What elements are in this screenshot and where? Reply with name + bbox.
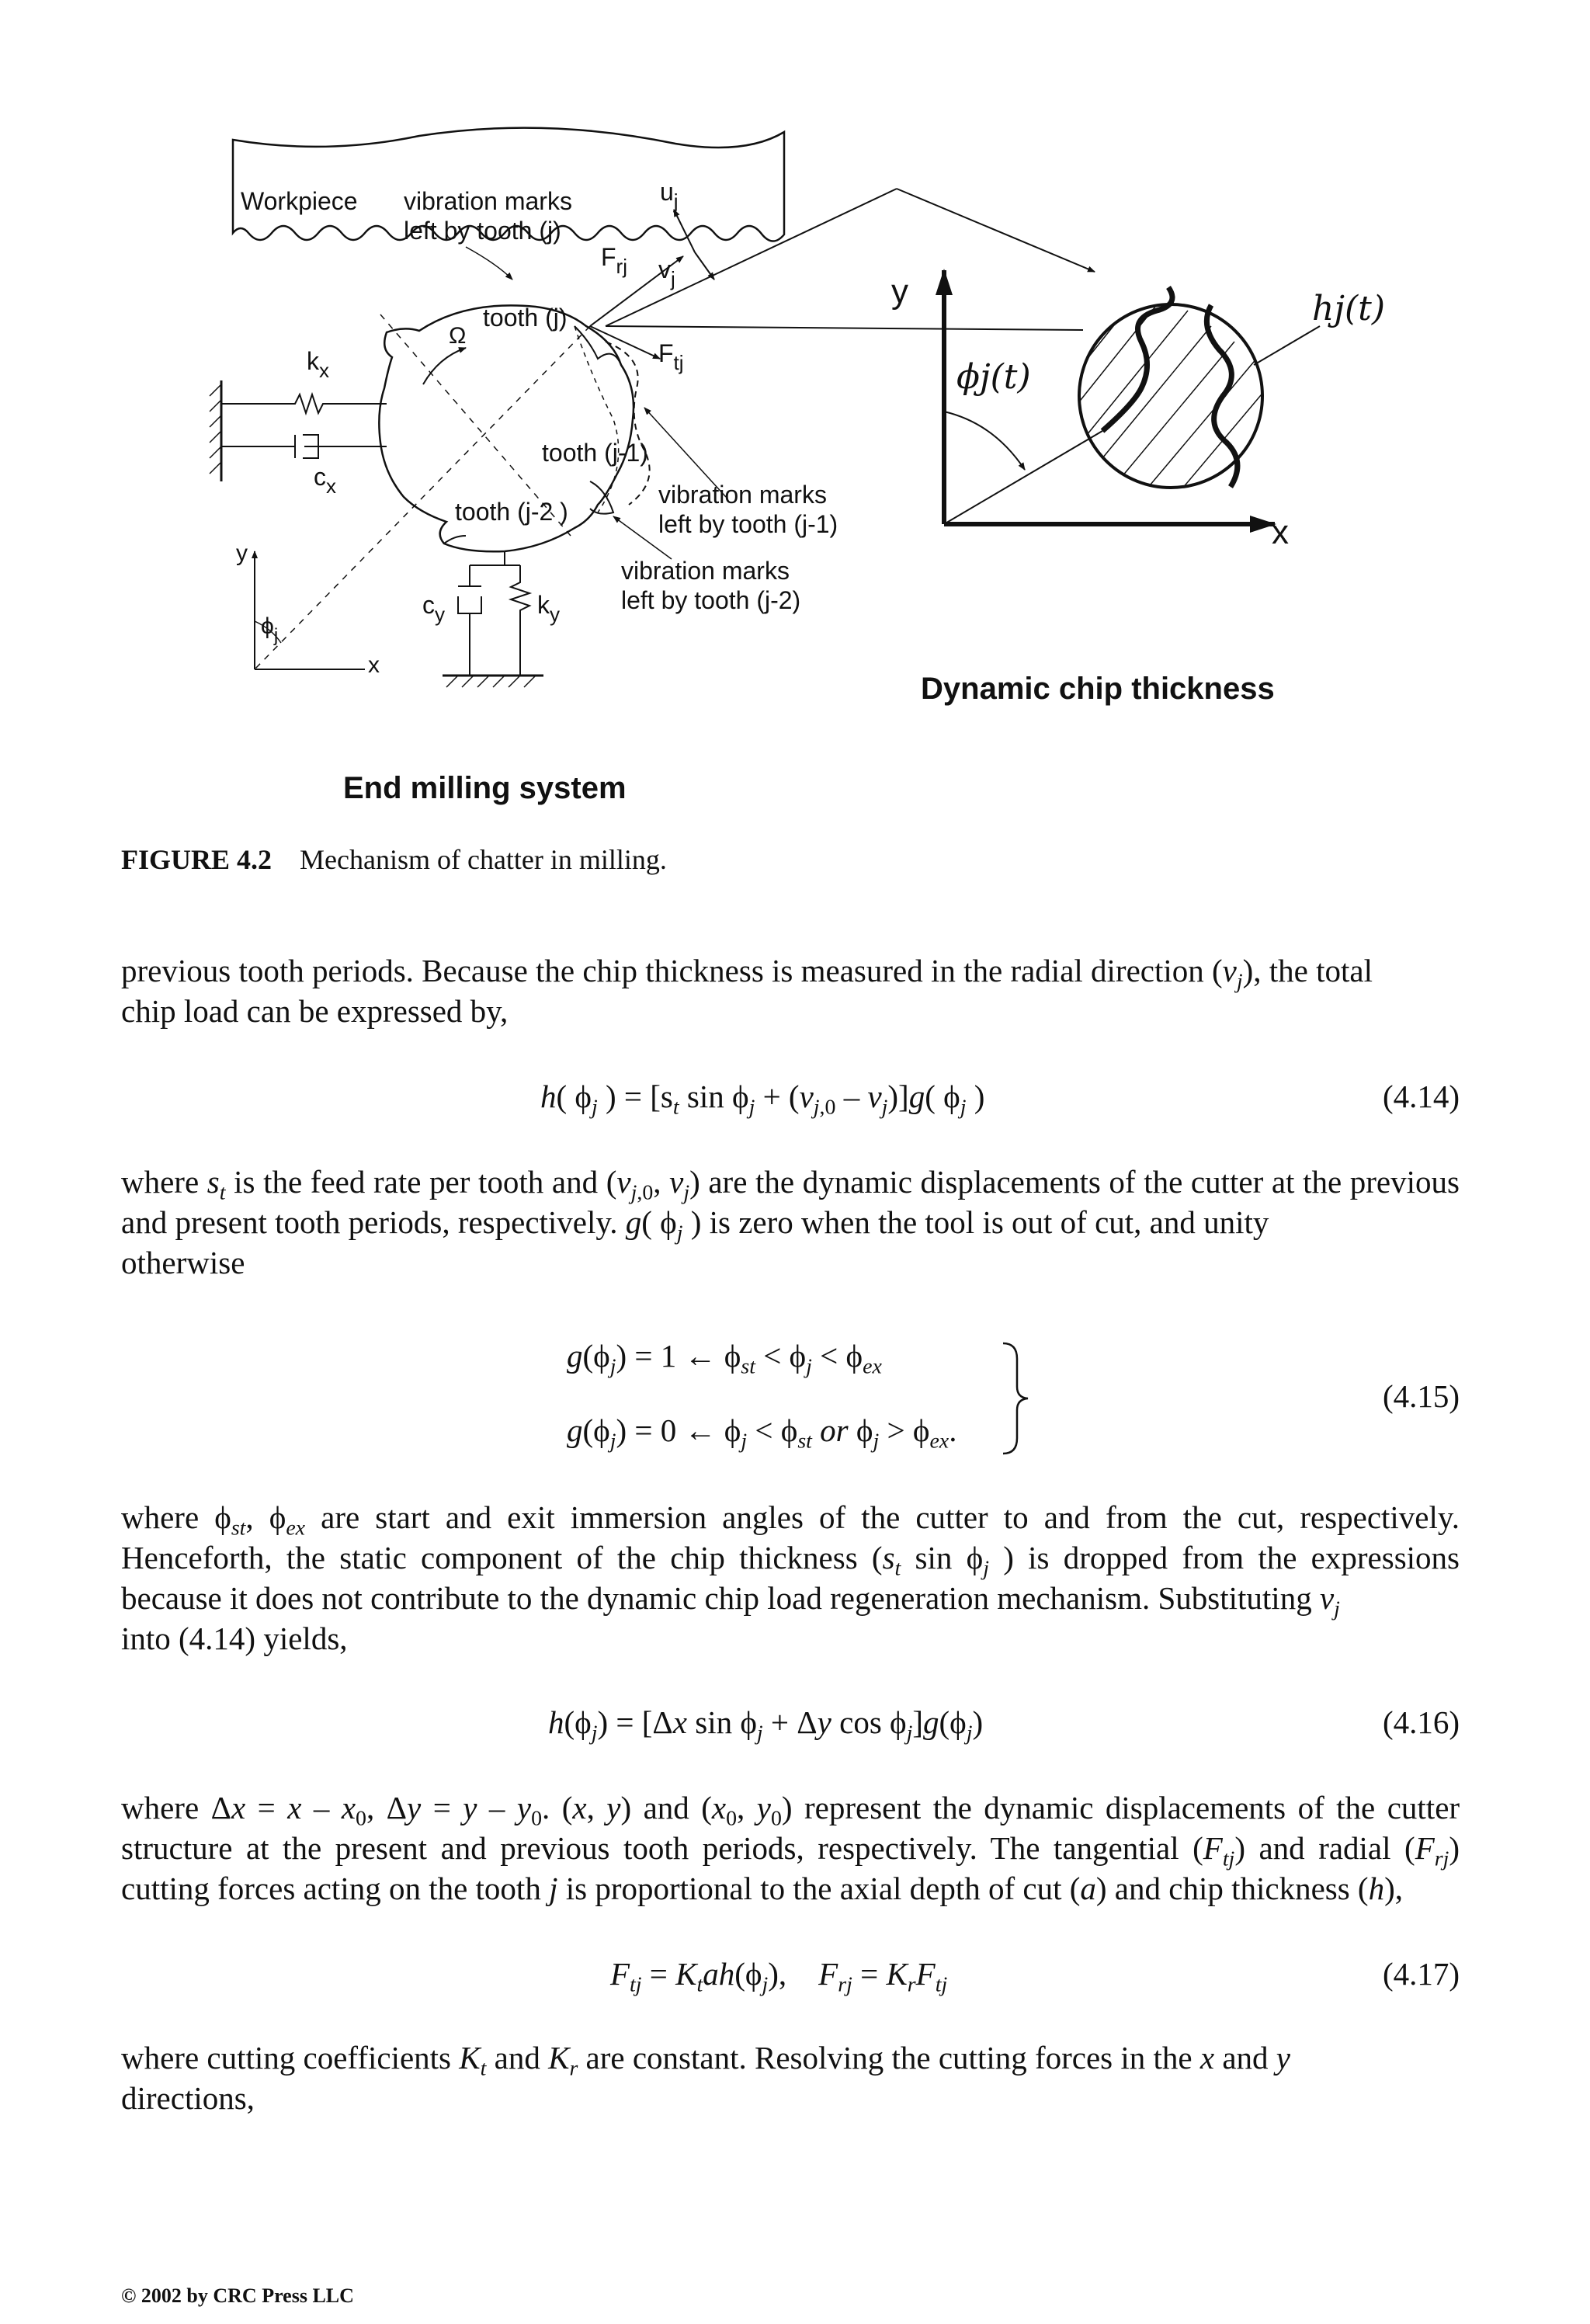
zoom-circle [1064, 287, 1273, 528]
label-tooth-j: tooth (j) [483, 304, 568, 332]
h-leader [1254, 326, 1320, 365]
label-left-x: x [368, 652, 380, 678]
caption-label: FIGURE 4.2 [121, 844, 273, 875]
equation-number-4-16: (4.16) [1382, 1704, 1460, 1740]
equation-4-15-brace [1000, 1340, 1031, 1457]
label-vib-j1-line2: left by tooth (j-1) [658, 510, 838, 538]
label-frj: $F_{rj}$ [601, 243, 627, 278]
label-ftj: $F_{tj}$ [658, 339, 684, 374]
label-ky: $k_y$ [537, 591, 560, 626]
label-uj: $u_j$ [660, 178, 679, 213]
wall-x-hatch [210, 384, 221, 474]
label-cx: $c_x$ [314, 463, 336, 498]
equation-4-15-line1: $g(\phi_j) = 1$ ← $\phi_{st} < \phi_j < \phi_{ex}$ [567, 1338, 882, 1379]
label-right-x: x [1272, 513, 1289, 551]
paragraph-4: where $\Delta x = x - x_0$, $\Delta y = y - y_0$. (x, y) and ($x_0$, $y_0$) represent the dynamic displacements of the cutter structure at the present and previous tooth periods, respectively. The tangential $(F_{tj})$ and radial $(F_{rj})$ cutting forces acting on the tooth j is proportional to the axial depth of cut (a) and chip thickness (h), [121, 1790, 1460, 1906]
ftj-arrow [590, 326, 660, 359]
equation-number-4-15: (4.15) [1382, 1378, 1460, 1414]
label-vib-j2-line1: vibration marks [621, 557, 790, 585]
right-phi-arc [944, 412, 1025, 470]
label-omega: Ω [449, 323, 467, 349]
chip-wave-right [1206, 305, 1238, 487]
equation-4-14: h( $\phi_j$ ) = [$s_t$ $\sin \phi_j + (v_{j,0} - v_j)]g$( $\phi_j$ ) [540, 1079, 985, 1120]
zoom-line-upper [897, 189, 1095, 272]
damper-y [458, 565, 481, 676]
paragraph-2: where $s_t$ is the feed rate per tooth and ($v_{j,0}$, $v_j$) are the dynamic displacements of the cutter at the previous and present tooth periods, respectively. g( $\phi_j$ ) is zero when the tool is out of cut, and unity otherwise [121, 1164, 1460, 1280]
paragraph-3: where $\phi_{st}$, $\phi_{ex}$ are start and exit immersion angles of the cutter to and from the cut, respectively. Henceforth, the static component of the chip thickness ($s_t$ $\sin \phi_j$ ) is dropped from the expressions because it does not contribute to the dynamic chip load regeneration mechanism. Substituting $v_j$ into (4.14) yields, [121, 1499, 1460, 1656]
spring-y [511, 565, 529, 676]
label-cy: $c_y$ [422, 591, 445, 626]
paragraph-1: previous tooth periods. Because the chip thickness is measured in the radial direction $(v_j)$, the total chip load can be expressed by, [121, 953, 1373, 1029]
equation-number-4-17: (4.17) [1382, 1956, 1460, 1992]
label-kx: $k_x$ [307, 347, 329, 382]
label-vj: $v_j$ [658, 255, 675, 290]
leader-vib-j [466, 247, 512, 280]
damper-x [221, 435, 387, 458]
label-tooth-j1: tooth (j-1) [542, 439, 648, 467]
rotation-arrow [423, 348, 466, 384]
copyright-footer: © 2002 by CRC Press LLC [121, 2284, 354, 2307]
label-vib-j1-line1: vibration marks [658, 481, 827, 509]
caption-text: Mechanism of chatter in milling. [300, 844, 667, 875]
figure-caption [121, 843, 667, 876]
label-tooth-j2: tooth (j-2 ) [455, 498, 568, 526]
label-vib-j-line1: vibration marks [404, 187, 572, 215]
right-figure-title: Dynamic chip thickness [921, 672, 1275, 706]
right-radial-line [944, 431, 1102, 524]
equation-4-16: $h(\phi_j) = [\Delta x$ $\sin \phi_j + \Delta y$ $\cos \phi_j]g(\phi_j)$ [548, 1704, 984, 1746]
label-left-y: y [236, 540, 248, 566]
vibration-marks-j1 [606, 342, 650, 505]
ground-y-hatch [446, 676, 536, 687]
label-workpiece: Workpiece [241, 187, 358, 215]
label-h-j-t: hj(t) [1312, 289, 1385, 328]
paragraph-5: where cutting coefficients $K_t$ and $K_r$ are constant. Resolving the cutting forces in the x and y directions, [121, 2040, 1290, 2116]
equation-4-17: $F_{tj} = K_tah(\phi_j)$, $F_{rj} = K_rF_{tj}$ [610, 1956, 948, 1997]
zoom-line-lower [606, 326, 1083, 330]
zoom-line-base [606, 189, 897, 326]
label-right-y: y [891, 273, 908, 311]
label-phi-j-t: ϕj(t) [956, 357, 1031, 397]
label-vib-j2-line2: left by tooth (j-2) [621, 586, 801, 614]
figure-chatter-mechanism [0, 0, 1590, 885]
label-vib-j-line2: left by tooth (j) [404, 217, 561, 245]
left-figure-title: End milling system [343, 771, 627, 805]
tooth-j2-flute [444, 536, 466, 544]
label-left-phi: $\phi_j$ [261, 613, 279, 646]
spring-x [221, 394, 387, 413]
equation-4-15-line2: $g(\phi_j) = 0$ ← $\phi_j < \phi_{st}$ or $\phi_j > \phi_{ex}$. [567, 1412, 957, 1454]
equation-number-4-14: (4.14) [1382, 1079, 1460, 1114]
